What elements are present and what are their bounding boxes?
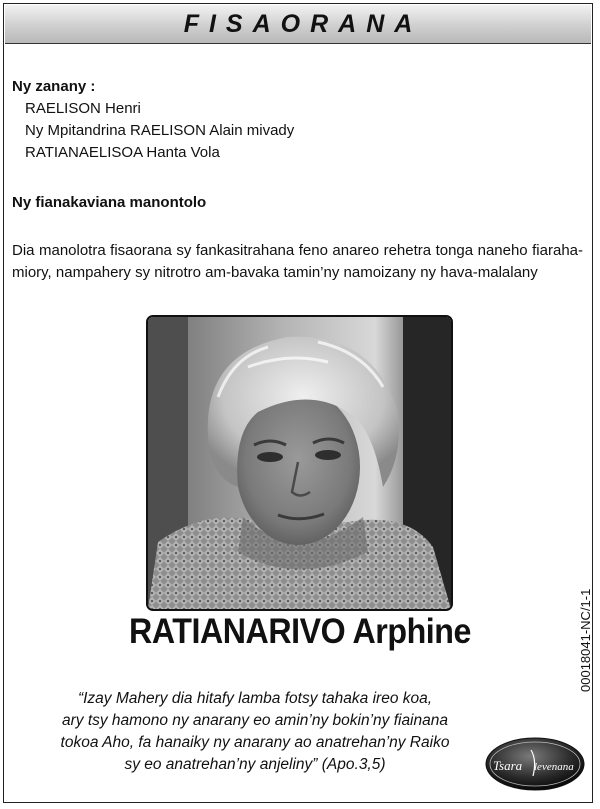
header-banner	[5, 5, 591, 44]
portrait-photo	[146, 315, 453, 611]
quote-line-3: tokoa Aho, fa hanaiky ny anarany ao anatrehan’ny Raiko	[60, 734, 450, 751]
quote-line-1: “Izay Mahery dia hitafy lamba fotsy tahaka ireo koa,	[77, 690, 433, 707]
family-heading: Ny fianakaviana manontolo	[12, 194, 207, 211]
svg-text:levenana: levenana	[534, 761, 574, 773]
reference-code: 00018041-NC/1-1	[578, 588, 593, 692]
child-name-2: Ny Mpitandrina RAELISON Alain mivady	[25, 122, 295, 139]
quote-line-4: sy eo anatrehan’ny anjeliny” (Apo.3,5)	[124, 756, 386, 773]
children-section	[12, 76, 584, 164]
thank-you-message: Dia manolotra fisaorana sy fankasitrahana feno anareo rehetra tonga naneho fiaraha-miory, nampahery sy nitrotro am-bavaka tamin’ny namoizany ny hava-malalany	[12, 242, 583, 281]
svg-text:Tsara: Tsara	[493, 758, 523, 773]
children-heading: Ny zanany :	[12, 78, 96, 95]
tsaralevenana-logo	[485, 736, 585, 792]
child-name-3: RATIANAELISOA Hanta Vola	[25, 144, 220, 161]
quote-line-2: ary tsy hamono ny anarany eo amin’ny bokin’ny fiainana	[61, 712, 448, 729]
deceased-name: RATIANARIVO Arphine	[129, 612, 471, 651]
page-title: FISAORANA	[183, 9, 423, 38]
bible-quote	[20, 688, 490, 776]
child-name-1: RAELISON Henri	[25, 100, 141, 117]
